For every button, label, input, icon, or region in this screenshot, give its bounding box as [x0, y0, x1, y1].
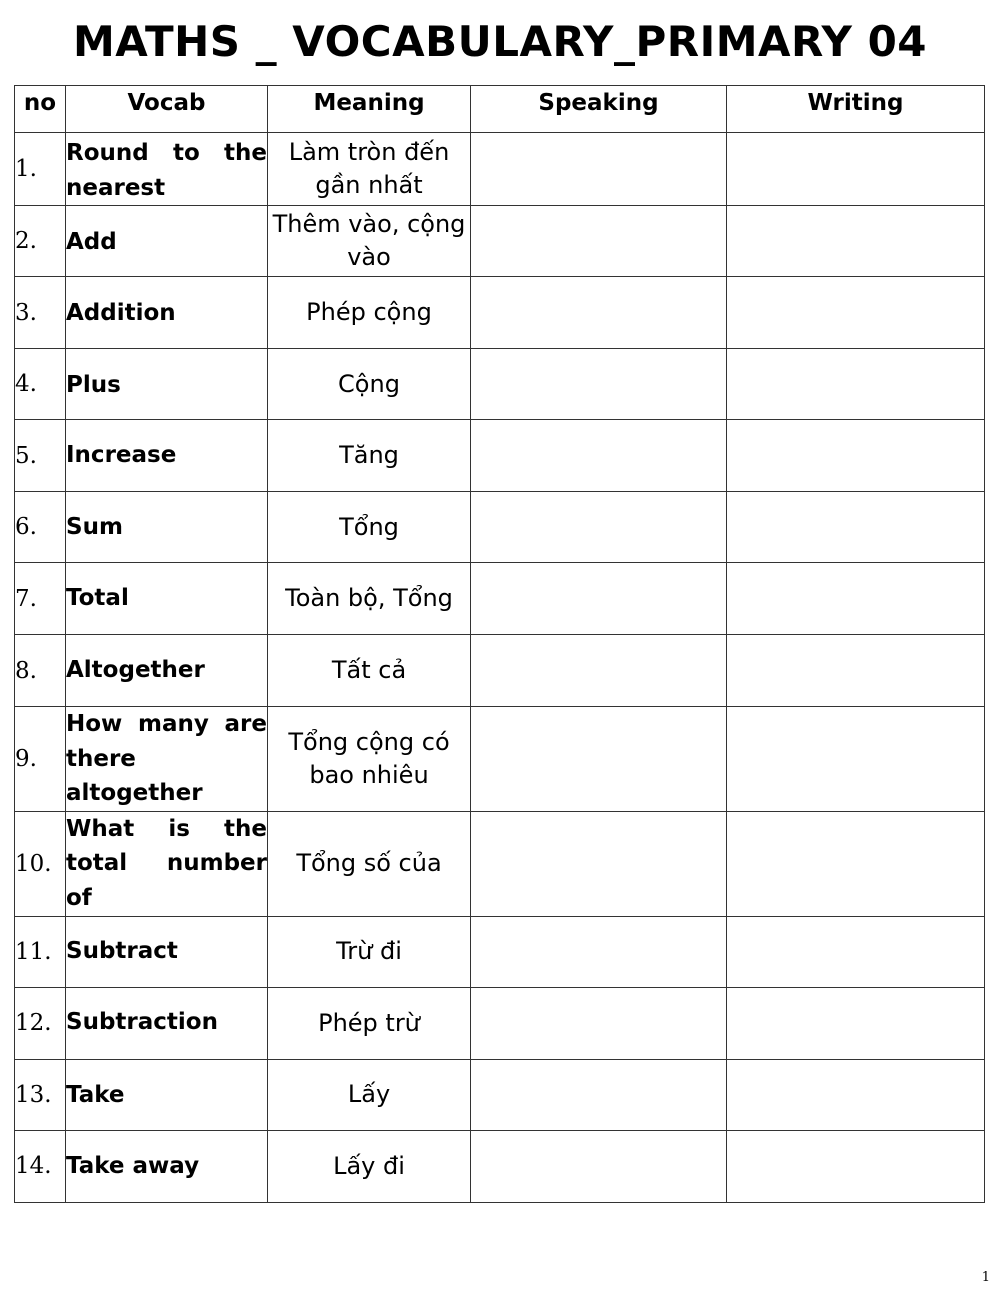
vocab-term — [66, 420, 268, 492]
row-number: 7. — [15, 563, 66, 635]
speaking-cell[interactable] — [471, 420, 727, 492]
vocab-term — [66, 1059, 268, 1130]
row-number: 4. — [15, 349, 66, 420]
row-number: 10. — [15, 811, 66, 916]
vocabulary-table — [14, 85, 985, 1203]
vocab-term — [66, 206, 268, 277]
writing-cell[interactable] — [727, 916, 985, 987]
row-number: 3. — [15, 277, 66, 349]
column-header-speaking: Speaking — [471, 86, 727, 133]
speaking-cell[interactable] — [471, 635, 727, 707]
table-row — [15, 1130, 985, 1202]
writing-cell[interactable] — [727, 492, 985, 563]
vocab-term — [66, 277, 268, 349]
writing-cell[interactable] — [727, 811, 985, 916]
table-row — [15, 133, 985, 206]
writing-cell[interactable] — [727, 635, 985, 707]
vocab-term — [66, 492, 268, 563]
table-row — [15, 492, 985, 563]
vocab-term-text: Round to the nearest — [66, 140, 267, 201]
vocab-meaning: Tất cả — [268, 635, 471, 707]
vocab-term — [66, 133, 268, 206]
vocab-term-text: How many are there altogether — [66, 711, 267, 806]
writing-cell[interactable] — [727, 420, 985, 492]
speaking-cell[interactable] — [471, 1059, 727, 1130]
speaking-cell[interactable] — [471, 349, 727, 420]
vocab-meaning: Tăng — [268, 420, 471, 492]
writing-cell[interactable] — [727, 563, 985, 635]
speaking-cell[interactable] — [471, 133, 727, 206]
vocab-meaning: Thêm vào, cộng vào — [268, 206, 471, 277]
table-row — [15, 916, 985, 987]
writing-cell[interactable] — [727, 1130, 985, 1202]
speaking-cell[interactable] — [471, 916, 727, 987]
vocab-term-text: Subtract — [66, 937, 178, 964]
table-row — [15, 707, 985, 812]
writing-cell[interactable] — [727, 707, 985, 812]
table-row — [15, 206, 985, 277]
speaking-cell[interactable] — [471, 1130, 727, 1202]
row-number: 14. — [15, 1130, 66, 1202]
row-number: 6. — [15, 492, 66, 563]
table-row — [15, 349, 985, 420]
vocab-term-text: Total — [66, 585, 129, 611]
vocab-meaning: Tổng cộng có bao nhiêu — [268, 707, 471, 812]
table-row — [15, 987, 985, 1059]
vocab-term — [66, 811, 268, 916]
vocab-term-text: Plus — [66, 372, 121, 398]
vocab-meaning: Tổng — [268, 492, 471, 563]
vocab-meaning: Lấy đi — [268, 1130, 471, 1202]
speaking-cell[interactable] — [471, 563, 727, 635]
vocab-term — [66, 916, 268, 987]
column-header-vocab: Vocab — [66, 86, 268, 133]
vocab-term-text: Addition — [66, 300, 176, 326]
table-row — [15, 563, 985, 635]
writing-cell[interactable] — [727, 133, 985, 206]
writing-cell[interactable] — [727, 277, 985, 349]
table-row — [15, 635, 985, 707]
speaking-cell[interactable] — [471, 987, 727, 1059]
writing-cell[interactable] — [727, 349, 985, 420]
vocab-term — [66, 707, 268, 812]
speaking-cell[interactable] — [471, 206, 727, 277]
writing-cell[interactable] — [727, 1059, 985, 1130]
row-number: 2. — [15, 206, 66, 277]
column-header-writing: Writing — [727, 86, 985, 133]
vocab-meaning: Trừ đi — [268, 916, 471, 987]
vocab-term — [66, 987, 268, 1059]
vocab-term-text: Take — [66, 1081, 125, 1108]
vocab-meaning: Tổng số của — [268, 811, 471, 916]
vocab-meaning: Toàn bộ, Tổng — [268, 563, 471, 635]
vocab-term-text: Add — [66, 229, 117, 255]
row-number: 1. — [15, 133, 66, 206]
speaking-cell[interactable] — [471, 277, 727, 349]
row-number: 5. — [15, 420, 66, 492]
vocab-term — [66, 349, 268, 420]
vocab-term-text: What is the total number of — [66, 815, 267, 911]
vocab-meaning: Phép trừ — [268, 987, 471, 1059]
column-header-no: no — [15, 86, 66, 133]
vocab-term-text: Sum — [66, 514, 123, 540]
vocab-term — [66, 563, 268, 635]
vocab-term-text: Increase — [66, 442, 177, 468]
vocab-term — [66, 1130, 268, 1202]
table-row — [15, 277, 985, 349]
vocab-term-text: Subtraction — [66, 1008, 218, 1035]
table-row — [15, 420, 985, 492]
table-row — [15, 1059, 985, 1130]
header-row — [15, 86, 985, 133]
vocab-term-text: Take away — [66, 1152, 200, 1179]
vocab-meaning: Lấy — [268, 1059, 471, 1130]
page-title: MATHS _ VOCABULARY_PRIMARY 04 — [72, 17, 928, 66]
row-number: 8. — [15, 635, 66, 707]
vocab-meaning: Làm tròn đến gần nhất — [268, 133, 471, 206]
vocab-term-text: Altogether — [66, 657, 205, 683]
vocab-meaning: Cộng — [268, 349, 471, 420]
writing-cell[interactable] — [727, 987, 985, 1059]
row-number: 9. — [15, 707, 66, 812]
speaking-cell[interactable] — [471, 707, 727, 812]
vocab-term — [66, 635, 268, 707]
vocab-meaning: Phép cộng — [268, 277, 471, 349]
row-number: 13. — [15, 1059, 66, 1130]
page-number: 1 — [981, 1270, 990, 1285]
table-row — [15, 811, 985, 916]
column-header-meaning: Meaning — [268, 86, 471, 133]
speaking-cell[interactable] — [471, 492, 727, 563]
speaking-cell[interactable] — [471, 811, 727, 916]
row-number: 12. — [15, 987, 66, 1059]
row-number: 11. — [15, 916, 66, 987]
writing-cell[interactable] — [727, 206, 985, 277]
